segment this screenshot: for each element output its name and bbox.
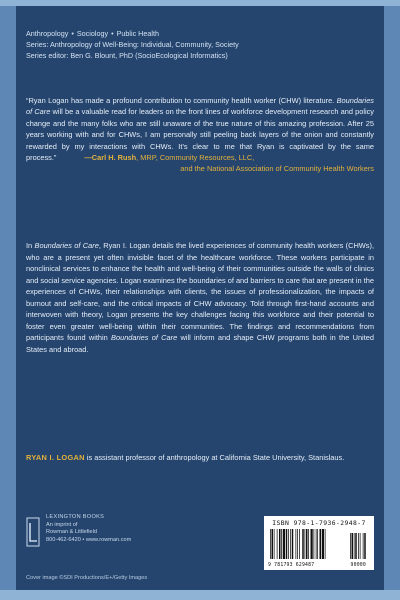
series-title: Series: Anthropology of Well-Being: Individual, Community, Society	[26, 40, 239, 49]
category-sociology: Sociology	[76, 29, 109, 38]
quote-text-1: “Ryan Logan has made a profound contribution to community health worker (CHW) literature.	[26, 96, 337, 105]
subject-categories	[26, 28, 366, 39]
description-book-title: Boundaries of Care	[34, 241, 99, 250]
category-public-health: Public Health	[116, 29, 159, 38]
quote-attribution-line2	[26, 163, 374, 174]
description-book-title: Boundaries of Care	[111, 333, 178, 342]
author-bio	[26, 452, 374, 464]
bottom-edge-strip	[0, 590, 400, 600]
author-name: RYAN I. LOGAN	[26, 453, 85, 462]
category-anthropology: Anthropology	[26, 29, 69, 38]
barcode-addon: 90000	[350, 563, 366, 568]
barcode-digits-row	[268, 563, 370, 568]
quote-attribution-dash: —	[84, 153, 92, 163]
endorser-name: Carl H. Rush	[91, 153, 137, 163]
endorsement-quote	[26, 95, 374, 175]
publisher-contact: 800-462-6420 • www.rowman.com	[46, 536, 132, 543]
publisher-name: LEXINGTON BOOKS	[46, 514, 105, 520]
cover-image-credit: Cover image ©SDI Productions/E+/Getty Images	[26, 575, 148, 581]
author-bio-text: is assistant professor of anthropology at California State University, Stanislaus.	[84, 453, 345, 462]
isbn-label: ISBN 978-1-7936-2948-7	[272, 519, 366, 527]
bullet-separator: •	[71, 29, 74, 38]
bullet-separator: •	[111, 29, 114, 38]
quote-attribution	[92, 153, 255, 162]
endorser-affiliation-2: and the National Association of Community Health Workers	[180, 164, 374, 174]
description-text: will inform and shape CHW programs both in the United States and abroad.	[26, 333, 374, 354]
series-info	[26, 28, 366, 61]
lexington-logo-icon	[26, 517, 40, 547]
endorser-affiliation: , MRP, Community Resources, LLC,	[136, 153, 255, 163]
description-text: In	[26, 241, 35, 250]
barcode-digits: 9 781793 629487	[268, 563, 315, 568]
publisher-text	[46, 514, 131, 544]
book-description	[26, 240, 374, 355]
right-edge-strip	[384, 0, 400, 600]
quote-text-2: will be a valuable read for leaders on the front lines of workforce development research and policy change and the many folks who are still unaware of the true nature of this amazing profession. After 25 years working with and for CHWs, I am personally still peeling back layers of the onion and constantly rewarded by my interactions with CHWs. It’s clear to me that Ryan is captivated by the same process.”	[26, 107, 374, 163]
top-edge-strip	[0, 0, 400, 6]
barcode-icon	[270, 529, 368, 559]
series-editor: Series editor: Ben G. Blount, PhD (SocioEcological Informatics)	[26, 51, 228, 60]
publisher-block	[26, 514, 206, 552]
publisher-imprint: An imprint of	[46, 521, 78, 528]
barcode-panel	[264, 516, 374, 570]
publisher-parent: Rowman & Littlefield	[46, 529, 97, 536]
quote-book-title: Boundaries of Care	[26, 96, 374, 117]
left-edge-strip	[0, 0, 16, 600]
description-text: , Ryan I. Logan details the lived experiences of community health workers (CHWs), who are a present yet often invisible facet of the healthcare workforce. These workers participate in nonclinical services to enhance the health and well-being of their communities outside the walls of clinics and social service agencies. Logan examines the boundaries of and barriers to care that are present in the experiences of CHWs, their relationships with clients, the issues of professionalization, the impacts of burnout and self-care, and the critical impacts of CHW advocacy. Told through first-hand accounts and interwoven with theory, Logan presents the key challenges facing this workforce and their potential to foster even greater well-being within their communities. The findings and recommendations from participants found within	[26, 241, 374, 342]
